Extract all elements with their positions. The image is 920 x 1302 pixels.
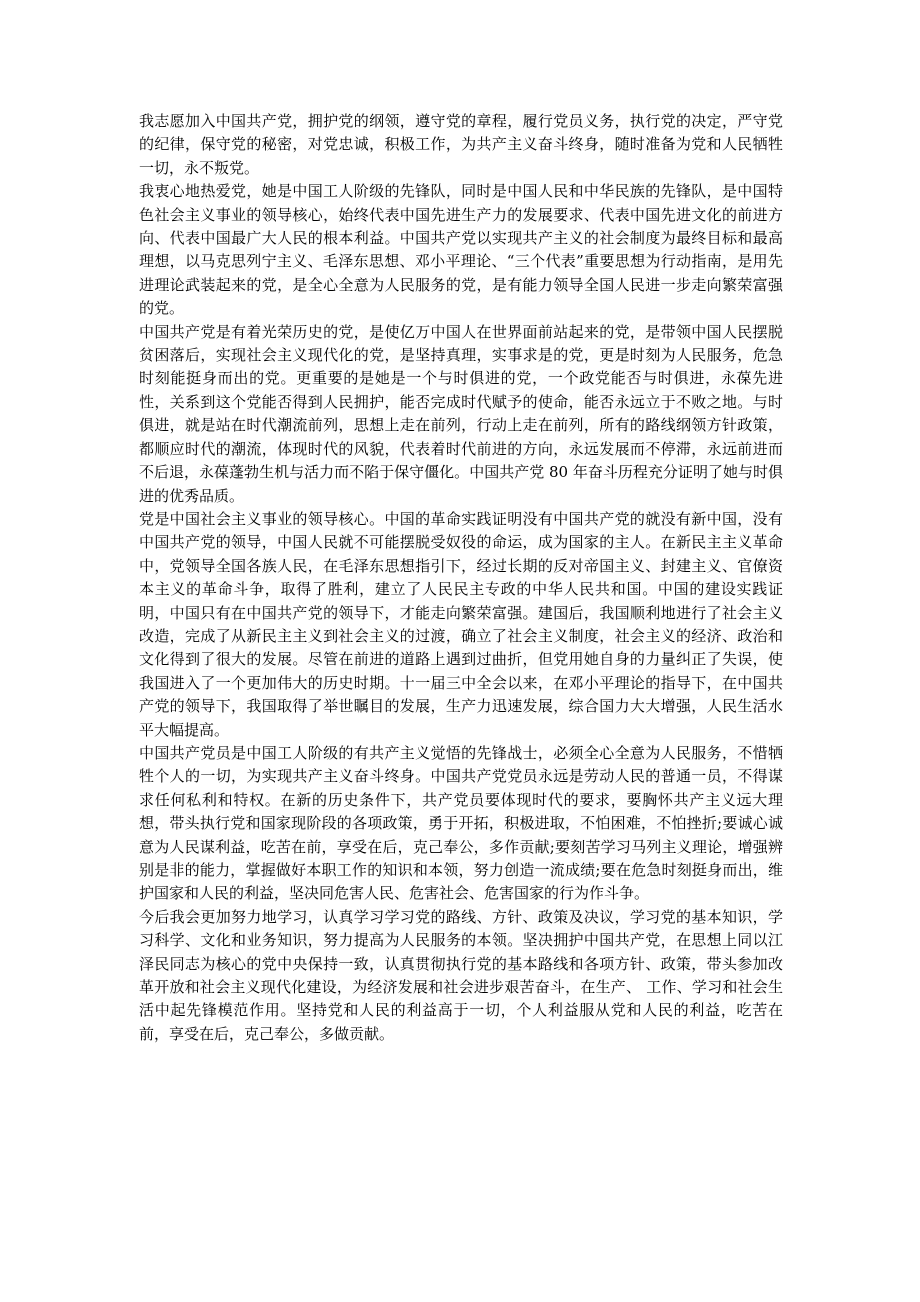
paragraph-party-member-duty: 中国共产党员是中国工人阶级的有共产主义觉悟的先锋战士，必须全心全意为人民服务，不惜牺牲个人的一切，为实现共产主义奋斗终身。中国共产党党员永远是劳动人民的普通一员，不得谋求任何私利和特权。在新的历史条件下，共产党员要体现时代的要求，要胸怀共产主义远大理想，带头执行党和国家现阶段的各项政策，勇于开拓，积极进取，不怕困难，不怕挫折;要诚心诚意为人民谋利益，吃苦在前，享受在后，克己奉公，多作贡献;要刻苦学习马列主义理论，增强辨别是非的能力，掌握做好本职工作的知识和本领，努力创造一流成绩;要在危急时刻挺身而出，维护国家和人民的利益，坚决同危害人民、危害社会、危害国家的行为作斗争。 xyxy=(139,743,783,903)
paragraph-leadership-core: 党是中国社会主义事业的领导核心。中国的革命实践证明没有中国共产党的就没有新中国，没有中国共产党的领导，中国人民就不可能摆脱受奴役的命运，成为国家的主人。在新民主主义革命中，党领导全国各族人民，在毛泽东思想指引下，经过长期的反对帝国主义、封建主义、官僚资本主义的革命斗争，取得了胜利，建立了人民民主专政的中华人民共和国。中国的建设实践证明，中国只有在中国共产党的领导下，才能走向繁荣富强。建国后，我国顺利地进行了社会主义改造，完成了从新民主主义到社会主义的过渡，确立了社会主义制度，社会主义的经济、政治和文化得到了很大的发展。尽管在前进的道路上遇到过曲折，但党用她自身的力量纠正了失误，使我国进入了一个更加伟大的历史时期。十一届三中全会以来，在邓小平理论的指导下，在中国共产党的领导下，我国取得了举世瞩目的发展，生产力迅速发展，综合国力大大增强，人民生活水平大幅提高。 xyxy=(139,509,783,739)
document-body xyxy=(139,110,783,1046)
paragraph-glorious-history: 中国共产党是有着光荣历史的党，是使亿万中国人在世界面前站起来的党，是带领中国人民摆脱贫困落后，实现社会主义现代化的党，是坚持真理，实事求是的党，更是时刻为人民服务，危急时刻能挺身而出的党。更重要的是她是一个与时俱进的党，一个政党能否与时俱进，永葆先进性，关系到这个党能否得到人民拥护，能否完成时代赋予的使命，能否永远立于不败之地。与时俱进，就是站在时代潮流前列，思想上走在前列，行动上走在前列，所有的路线纲领方针政策，都顺应时代的潮流，体现时代的风貌，代表着时代前进的方向，永远发展而不停滞，永远前进而不后退，永葆蓬勃生机与活力而不陷于保守僵化。中国共产党 80 年奋斗历程充分证明了她与时俱进的优秀品质。 xyxy=(139,322,783,505)
paragraph-pledge: 我志愿加入中国共产党，拥护党的纲领，遵守党的章程，履行党员义务，执行党的决定，严守党的纪律，保守党的秘密，对党忠诚，积极工作，为共产主义奋斗终身，随时准备为党和人民牺牲一切，永不叛党。 xyxy=(139,112,783,177)
paragraph-love-party: 我衷心地热爱党，她是中国工人阶级的先锋队，同时是中国人民和中华民族的先锋队，是中国特色社会主义事业的领导核心，始终代表中国先进生产力的发展要求、代表中国先进文化的前进方向、代表中国最广大人民的根本利益。中国共产党以实现共产主义的社会制度为最终目标和最高理想，以马克思列宁主义、毛泽东思想、邓小平理论、“三个代表”重要思想为行动指南，是用先进理论武装起来的党，是全心全意为人民服务的党，是有能力领导全国人民进一步走向繁荣富强的党。 xyxy=(139,182,783,318)
paragraph-future-commitment: 今后我会更加努力地学习，认真学习学习党的路线、方针、政策及决议，学习党的基本知识，学习科学、文化和业务知识，努力提高为人民服务的本领。坚决拥护中国共产党，在思想上同以江泽民同志为核心的党中央保持一致，认真贯彻执行党的基本路线和各项方针、政策，带头参加改革开放和社会主义现代化建设，为经济发展和社会进步艰苦奋斗，在生产、 工作、学习和社会生活中起先锋模范作用。坚持党和人民的利益高于一切，个人利益服从党和人民的利益，吃苦在前，享受在后，克己奉公，多做贡献。 xyxy=(139,907,783,1043)
